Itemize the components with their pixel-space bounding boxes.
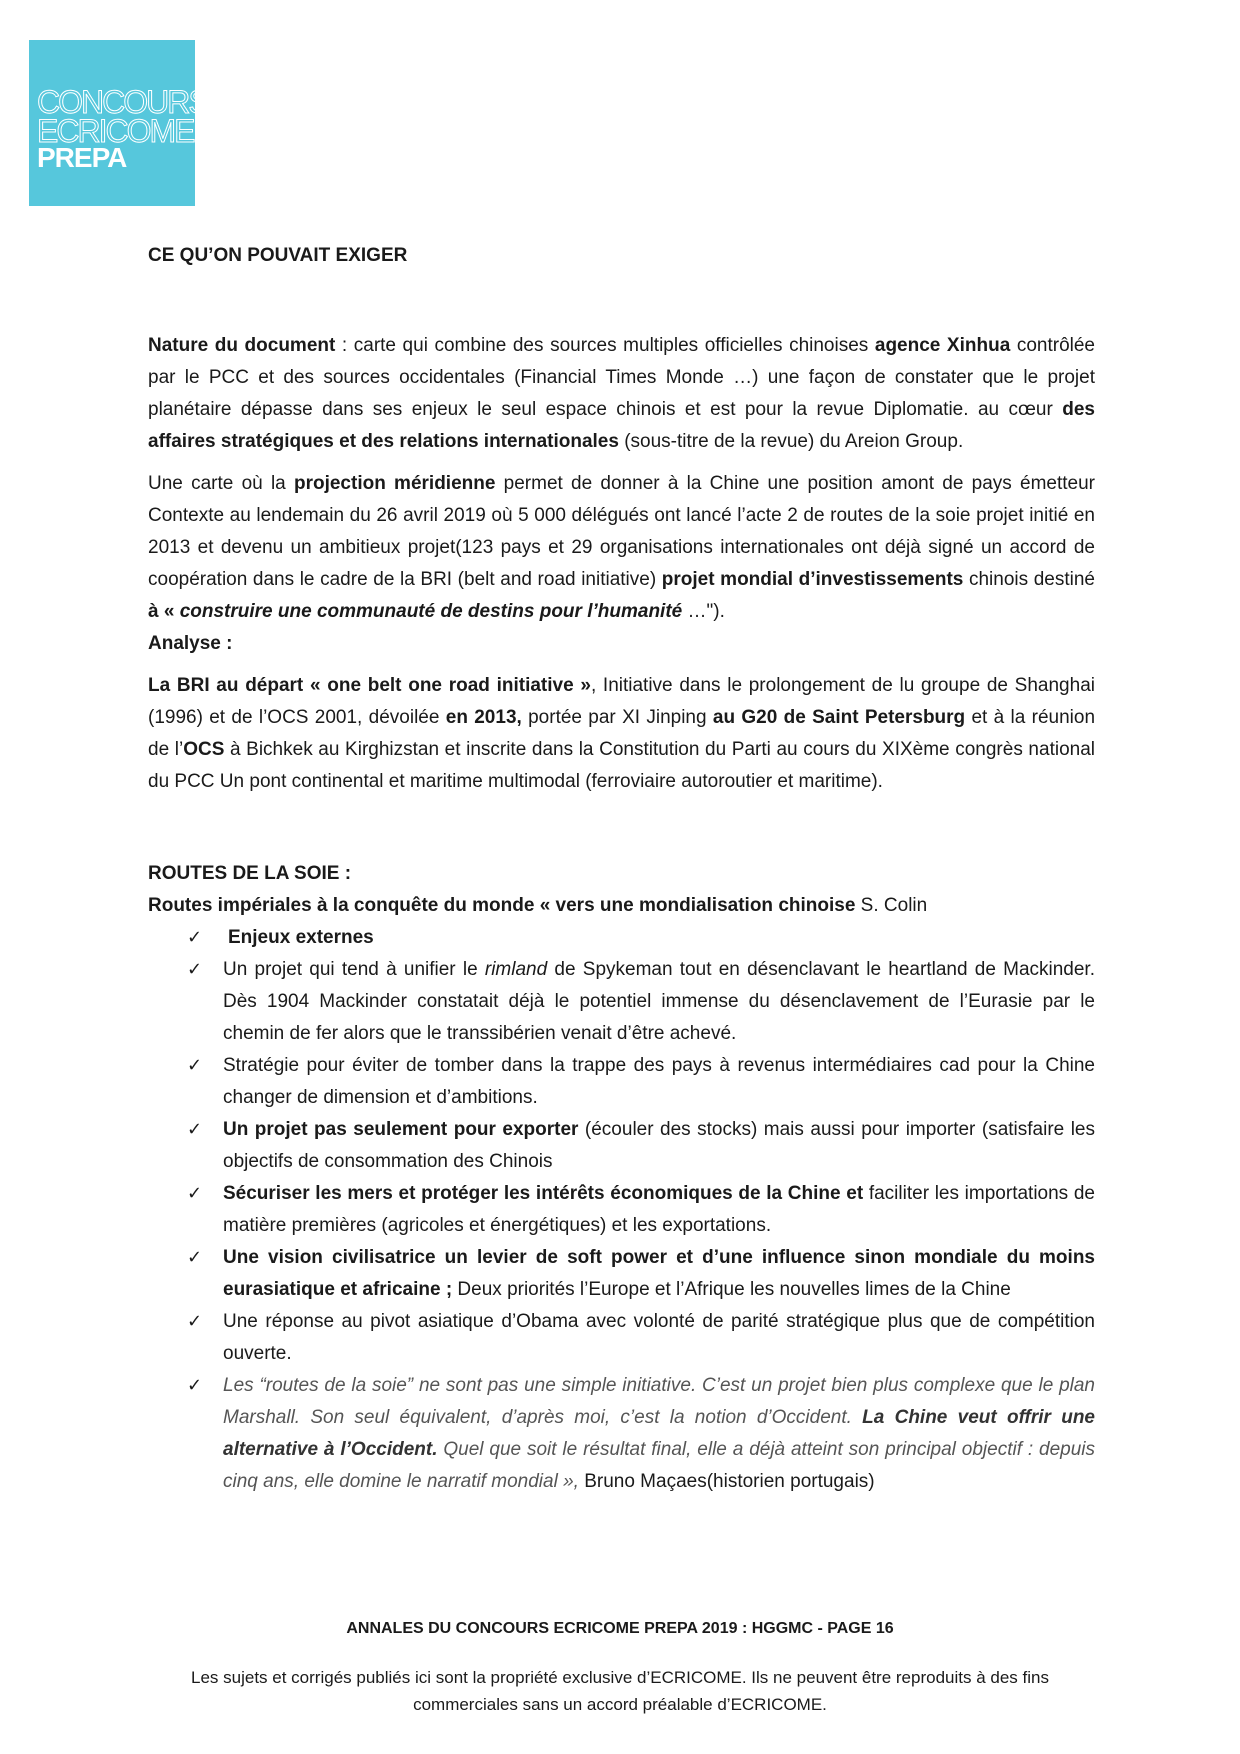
carte-paragraph: Une carte où la projection méridienne permet de donner à la Chine une position amont de pays émetteur Contexte au lendemain du 26 avril 2019 où 5 000 délégués ont lancé l’acte 2 de routes de la soie projet initié en 2013 et devenu un ambitieux projet(123 pays et 29 organisations internationales ont déjà signé un accord de coopération dans le cadre de la BRI (belt and road initiative) projet mondial d’investissements chinois destiné à « construire une communauté de destins pour l’humanité …").: [148, 473, 1095, 622]
bri-paragraph: La BRI au départ « one belt one road initiative », Initiative dans le prolongement de lu groupe de Shanghai (1996) et de l’OCS 2001, dévoilée en 2013, portée par XI Jinping au G20 de Saint Petersburg et à la réunion de l’OCS à Bichkek au Kirghizstan et inscrite dans la Constitution du Parti au cours du XIXème congrès national du PCC Un pont continental et maritime multimodal (ferroviaire autoroutier et maritime).: [148, 675, 1096, 792]
checkmark-icon: ✓: [187, 1311, 203, 1332]
analyse-heading: Analyse :: [148, 633, 233, 654]
routes-subtitle: Routes impériales à la conquête du monde « vers une mondialisation chinoise S. Colin: [148, 895, 928, 916]
checkmark-icon: ✓: [187, 959, 203, 980]
page-content: [148, 240, 1095, 1498]
checkmark-icon: ✓: [187, 1375, 203, 1396]
ecricome-logo: [29, 40, 208, 206]
list-item: ✓ Une réponse au pivot asiatique d’Obama avec volonté de parité stratégique plus que de compétition ouverte.: [148, 1306, 1095, 1370]
list-item: ✓ Enjeux externes: [148, 922, 1095, 954]
nature-paragraph: Nature du document : carte qui combine des sources multiples officielles chinoises agence Xinhua contrôlée par le PCC et des sources occidentales (Financial Times Monde …) une façon de constater que le projet planétaire dépasse dans ses enjeux le seul espace chinois et est pour la revue Diplomatie. au cœur des affaires stratégiques et des relations internationales (sous-titre de la revue) du Areion Group.: [148, 335, 1095, 452]
footer-legal: Les sujets et corrigés publiés ici sont la propriété exclusive d’ECRICOME. Ils ne peuvent être reproduits à des fins commerciales sans un accord préalable d’ECRICOME.: [191, 1668, 1049, 1714]
list-item: ✓ Les “routes de la soie” ne sont pas une simple initiative. C’est un projet bien plus complexe que le plan Marshall. Son seul équivalent, d’après moi, c’est la notion d’Occident. La Chine veut offrir une alternative à l’Occident. Quel que soit le résultat final, elle a déjà atteint son principal objectif : depuis cinq ans, elle domine le narratif mondial », Bruno Maçaes(historien portugais): [148, 1370, 1095, 1498]
list-item: ✓ Un projet qui tend à unifier le rimland de Spykeman tout en désenclavant le heartland de Mackinder. Dès 1904 Mackinder constatait déjà le potentiel immense du désenclavement de l’Eurasie par le chemin de fer alors que le transsibérien venait d’être achevé.: [148, 954, 1095, 1050]
enjeux-list: [148, 922, 1095, 1498]
list-item: ✓ Une vision civilisatrice un levier de soft power et d’une influence sinon mondiale du moins eurasiatique et africaine ; Deux priorités l’Europe et l’Afrique les nouvelles limes de la Chine: [148, 1242, 1095, 1306]
checkmark-icon: ✓: [187, 1247, 203, 1268]
checkmark-icon: ✓: [187, 1055, 203, 1076]
checkmark-icon: ✓: [187, 927, 203, 948]
routes-heading: ROUTES DE LA SOIE :: [148, 863, 352, 884]
list-item: ✓ Sécuriser les mers et protéger les intérêts économiques de la Chine et faciliter les importations de matière premières (agricoles et énergétiques) et les exportations.: [148, 1178, 1095, 1242]
checkmark-icon: ✓: [187, 1119, 203, 1140]
list-item: ✓ Stratégie pour éviter de tomber dans la trappe des pays à revenus intermédiaires cad pour la Chine changer de dimension et d’ambitions.: [148, 1050, 1095, 1114]
list-item: ✓ Un projet pas seulement pour exporter (écouler des stocks) mais aussi pour importer (satisfaire les objectifs de consommation des Chinois: [148, 1114, 1095, 1178]
logo-line-prepa: PREPA: [37, 142, 127, 173]
logo-line-ecricome: ECRICOME: [37, 113, 194, 149]
checkmark-icon: ✓: [187, 1183, 203, 1204]
logo-line-concours: CONCOURS: [37, 84, 208, 120]
section-heading: CE QU’ON POUVAIT EXIGER: [148, 245, 408, 266]
nature-label: Nature du document: [148, 335, 336, 356]
footer-title: ANNALES DU CONCOURS ECRICOME PREPA 2019 : HGGMC - PAGE 16: [346, 1620, 894, 1637]
